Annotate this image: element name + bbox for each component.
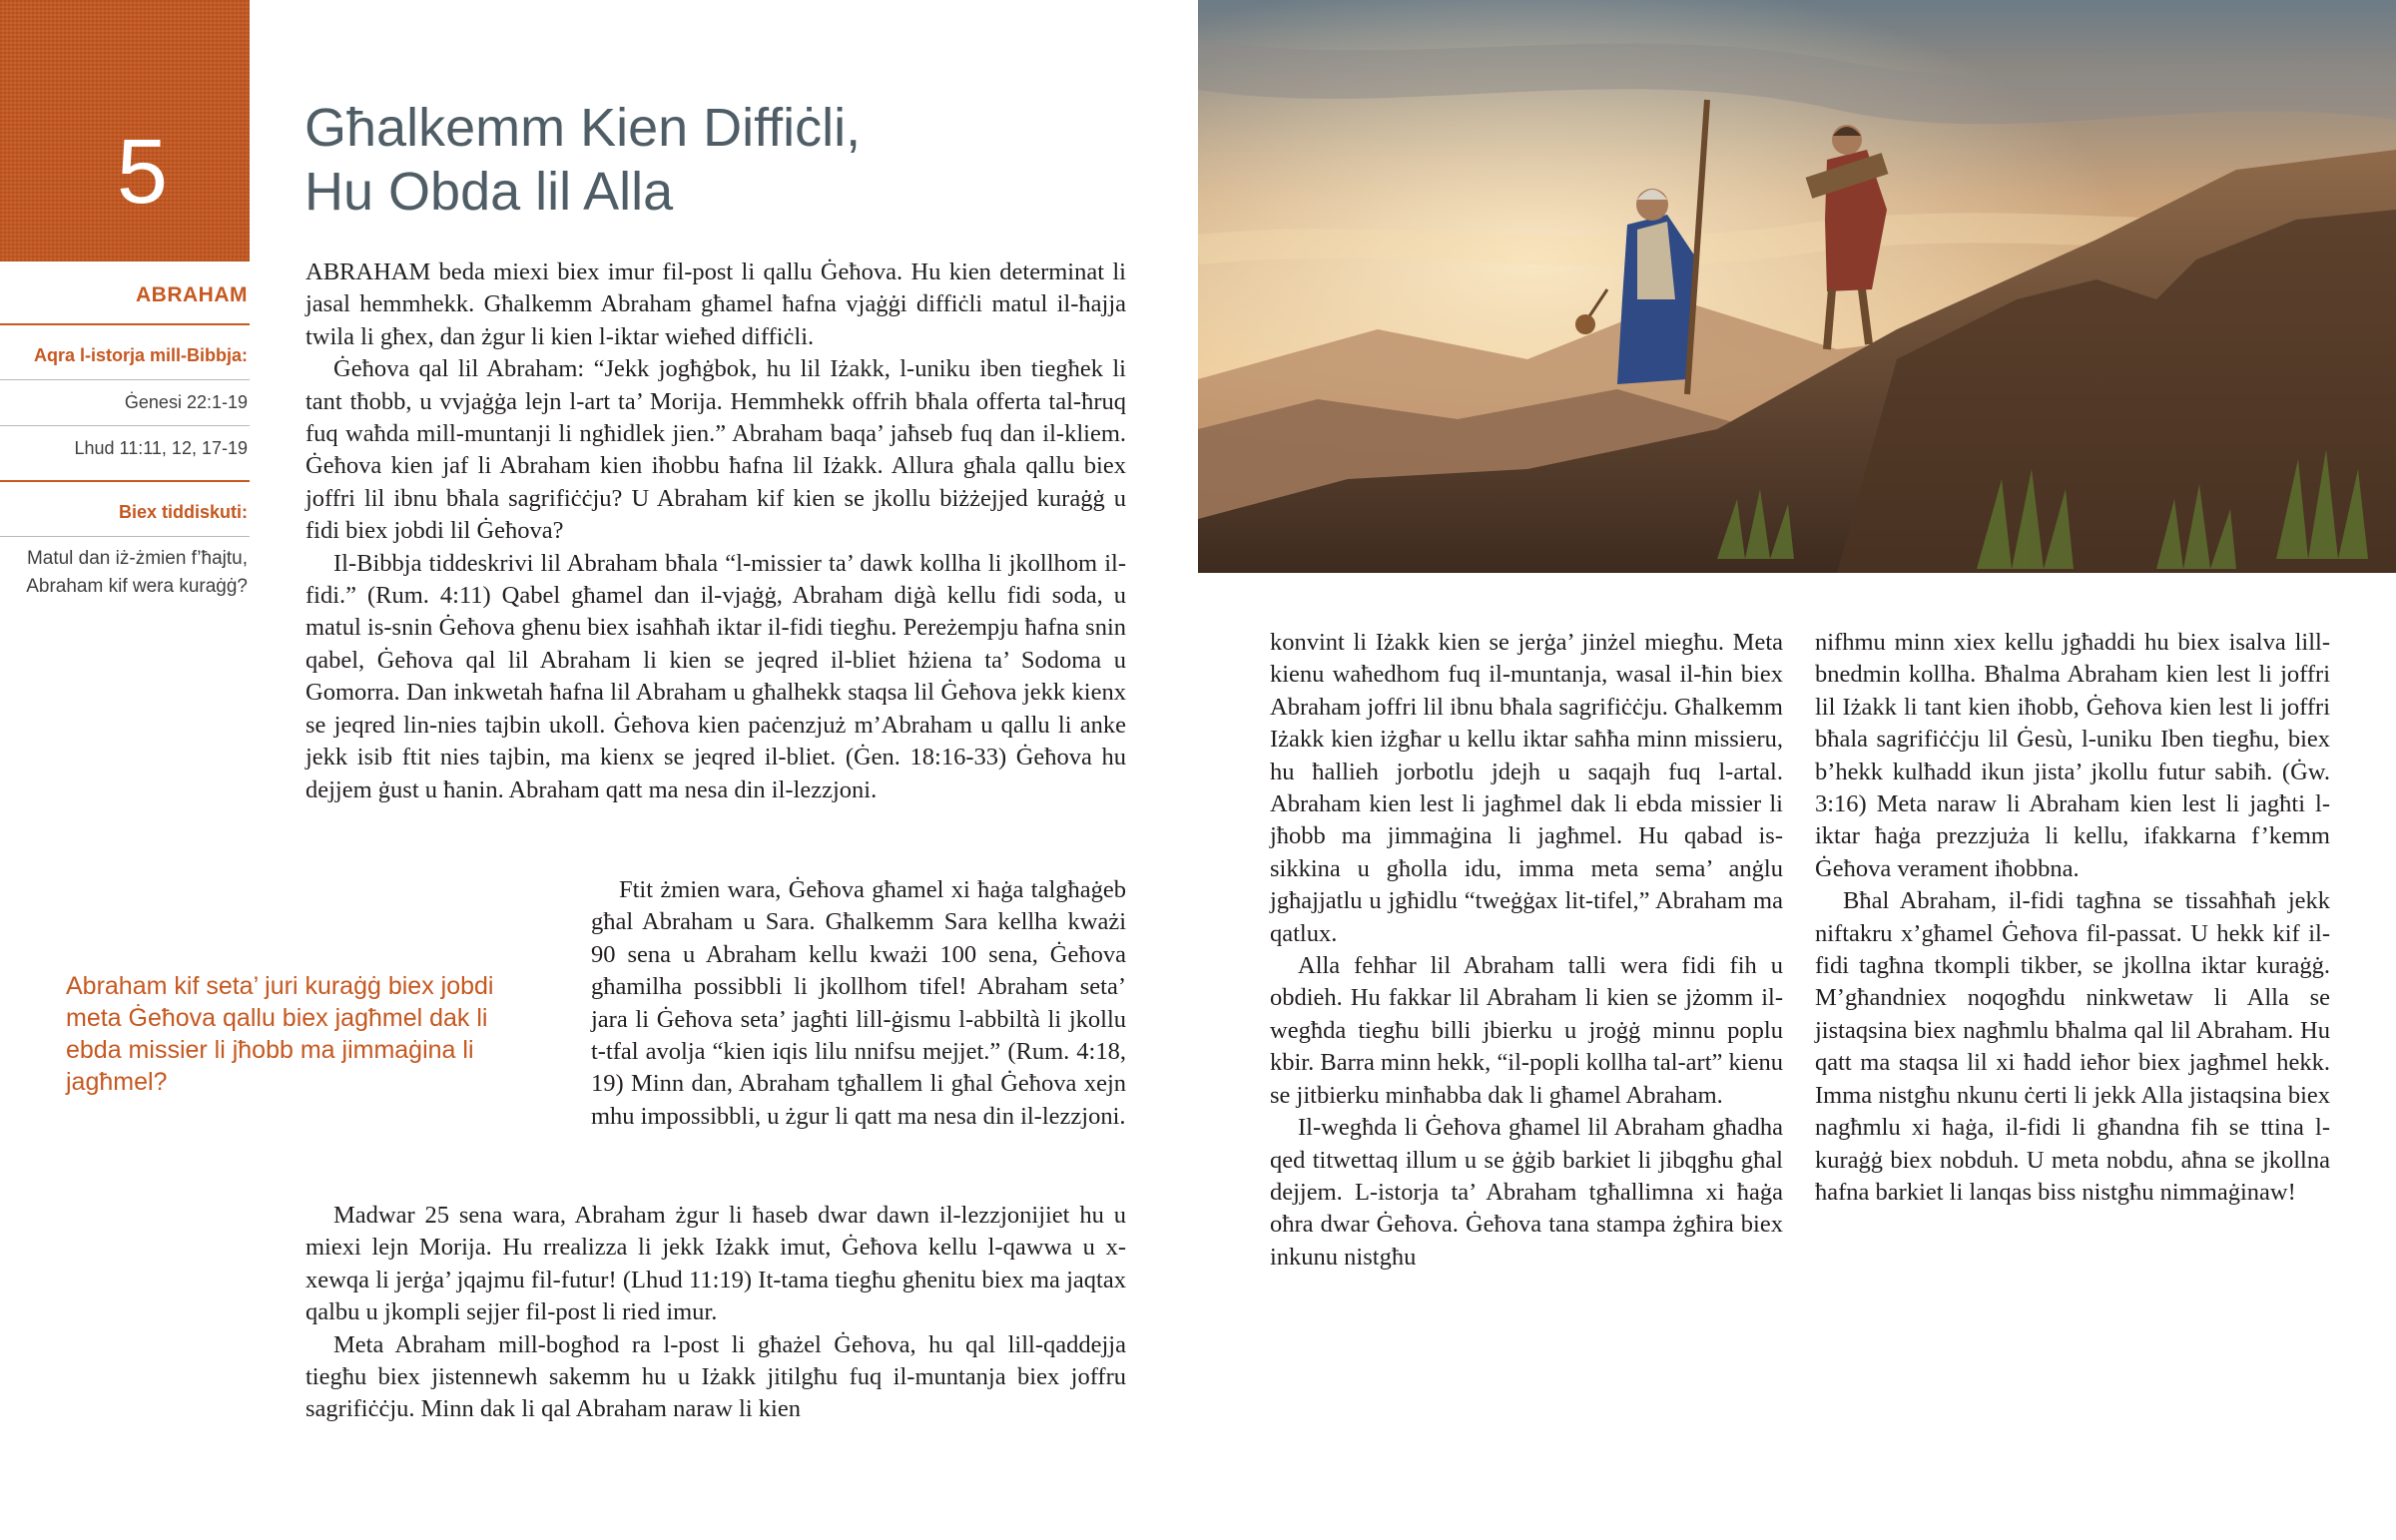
pull-quote: Abraham kif seta’ juri kuraġġ biex jobdi meta Ġeħova qallu biex jagħmel dak li ebda missier li jħobb ma jimmaġina li jagħmel? [66,972,494,1096]
discuss-label: Biex tiddiskuti: [118,501,248,522]
article-column-2 [1270,627,1783,1274]
paragraph: nifhmu minn xiex kellu jgħaddi hu biex isalva lill-bnedmin kollha. Bħalma Abraham kien lest li joffri lil Iżakk li tant kien iħobb, Ġeħova kien lest li joffri bħala sagrifiċċju lil Ġesù, l-uniku Iben tiegħu, biex b’hekk kulħadd ikun jista’ jkollu futur sabiħ. (Ġw. 3:16) Meta naraw li Abraham kien lest li jagħti l-iktar ħaġa prezzjuża li kellu, ifakkarna f’kemm Ġeħova verament iħobbna. [1815,629,2330,882]
paragraph: Meta Abraham mill-bogħod ra l-post li għażel Ġeħova, hu qal lill-qaddejja tiegħu biex jistennewh sakemm hu u Iżakk jitilgħu fuq il-muntanja biex joffru sagrifiċċju. Minn dak li qal Abraham naraw li kien [305,1330,1126,1423]
paragraph: Il-Bibbja tiddeskrivi lil Abraham bħala “l-missier ta’ dawk kollha li jkollhom il-fidi.” (Rum. 4:11) Qabel għamel dan il-vjaġġ, Abraham diġà kellu fidi soda, u matul is-snin Ġeħova għenu biex isaħħaħ iktar il-fidi tiegħu. Pereżempju ħafna snin qabel, Ġeħova qal lil Abraham li kien se jeqred il-bliet ħżiena ta’ Sodoma u Gomorra. Dan inkwetah ħafna lil Abraham u għalhekk staqsa lil Ġeħova jekk kienx se jeqred lin-nies tajbin ukoll. Ġeħova kien paċenzjuż m’Abraham u qallu li anke jekk isib ftit nies tajbin, ma kienx se jeqred il-bliet. (Ġen. 18:16-33) Ġeħova hu dejjem ġust u ħanin. Abraham qatt ma nesa din il-lezzjoni. [305,549,1126,803]
paragraph: Ġeħova qal lil Abraham: “Jekk jogħġbok, hu lil Iżakk, l-uniku iben tiegħek li tant tħobb, u vvjaġġa lejn l-art ta’ Morija. Hemmhekk offrih bħala offerta tal-ħruq fuq waħda mill-muntanji li ngħidlek jien.” Abraham baqa’ jaħseb fuq dan il-kliem. Ġeħova kien jaf li Abraham kien iħobbu ħafna lil Iżakk. Allura għala qallu biex joffri lil ibnu bħala sagrifiċċju? U Abraham kif kien se jkollu biżżejjed kuraġġ u fidi biex jobdi lil Ġeħova? [305,355,1126,545]
article-column-1 [305,257,1126,806]
sidebar [0,261,250,600]
bible-reference: Ġenesi 22:1-19 [124,392,248,413]
illustration-abraham-isaac [1198,0,2396,573]
paragraph: Il-wegħda li Ġeħova għamel lil Abraham għadha qed titwettaq illum u se ġġib barkiet li jibqgħu għal dejjem. L-istorja ta’ Abraham tgħallimna xi ħaġa oħra dwar Ġeħova. Ġeħova tana stampa żgħira biex inkunu nistgħu [1270,1114,1783,1271]
character-name: ABRAHAM [136,283,248,306]
article-column-1-wrap [591,874,1126,1133]
lesson-number: 5 [116,121,169,223]
title-line-1: Għalkemm Kien Diffiċli, [304,98,862,158]
article-column-1-bottom [305,1200,1126,1426]
paragraph: konvint li Iżakk kien se jerġa’ jinżel miegħu. Meta kienu waħedhom fuq il-muntanja, wasal il-ħin biex Abraham joffri lil ibnu bħala sagrifiċċju. Għalkemm Iżakk kien iżgħar u kellu iktar saħħa minn missieru, hu ħallieh jorbotlu jdejh u saqajh fuq l-artal. Abraham kien lest li jagħmel dak li ebda missier li jħobb ma jimmaġina li jagħmel. Hu qabad is-sikkina u għolla idu, imma meta sema’ anġlu jgħajjatlu u jgħidlu “tweġġax lit-tifel,” Abraham ma qatlux. [1270,629,1783,947]
title-line-2: Hu Obda lil Alla [304,162,674,222]
read-label: Aqra l-istorja mill-Bibbja: [33,345,248,365]
paragraph: Bħal Abraham, il-fidi tagħna se tissaħħaħ jekk niftakru x’għamel Ġeħova fil-passat. U hekk kif il-fidi tagħna tkompli tikber, se jkollna iktar kuraġġ. M’għandniex noqogħdu ninkwetaw li Alla se jistaqsina biex nagħmlu bħalma qal lil Abraham. Hu qatt ma staqsa lil xi ħadd ieħor biex jagħmel hekk. Imma nistgħu nkunu ċerti li jekk Alla jistaqsina biex nagħmlu xi ħaġa, il-fidi li għandna fih se ttina l-kuraġġ biex nobduh. U meta nobdu, aħna se jkollna ħafna barkiet li lanqas biss nistgħu nimmaġinaw! [1815,887,2330,1206]
page-title [304,96,861,224]
article-column-3 [1815,627,2330,1209]
discussion-question: Matul dan iż-żmien f’ħajtu, Abraham kif wera kuraġġ? [26,548,248,597]
paragraph: Madwar 25 sena wara, Abraham żgur li ħaseb dwar dawn il-lezzjonijiet hu u miexi lejn Morija. Hu rrealizza li jekk Iżakk imut, Ġeħova kellu l-qawwa u x-xewqa li jerġa’ jqajmu fil-futur! (Lhud 11:19) It-tama tiegħu għenitu biex ma jaqtax qalbu u jkompli sejjer fil-post li ried imur. [305,1202,1126,1326]
paragraph: Alla fehħar lil Abraham talli wera fidi fih u obdieh. Hu fakkar lil Abraham li kien se jżomm il-wegħda tiegħu billi jbierku u jroġġ minnu poplu kbir. Barra minn hekk, “il-popli kollha tal-art” kienu se jitbierku minħabba dak li għamel Abraham. [1270,952,1783,1109]
paragraph: Ftit żmien wara, Ġeħova għamel xi ħaġa talgħaġeb għal Abraham u Sara. Għalkemm Sara kellha kważi 90 sena u Abraham kellu kważi 100 sena, Ġeħova għamilha possibbli li jkollhom tifel! Abraham seta’ jara li Ġeħova seta’ jagħti lill-ġismu l-abbiltà li jkollu t-tfal avolja “kien iqis lilu nnifsu mejjet.” (Rum. 4:18, 19) Minn dan, Abraham tgħallem li għal Ġeħova xejn mhu impossibbli, u żgur li qatt ma nesa din il-lezzjoni. [591,876,1126,1130]
bible-reference: Lhud 11:11, 12, 17-19 [74,437,248,458]
paragraph: ABRAHAM beda miexi biex imur fil-post li qallu Ġeħova. Hu kien determinat li jasal hemmhekk. Għalkemm Abraham għamel ħafna vjaġġi diffiċli matul il-ħajja twila li għex, dan żgur li kien l-iktar wieħed diffiċli. [305,258,1126,350]
illustration-svg [1198,0,2396,573]
